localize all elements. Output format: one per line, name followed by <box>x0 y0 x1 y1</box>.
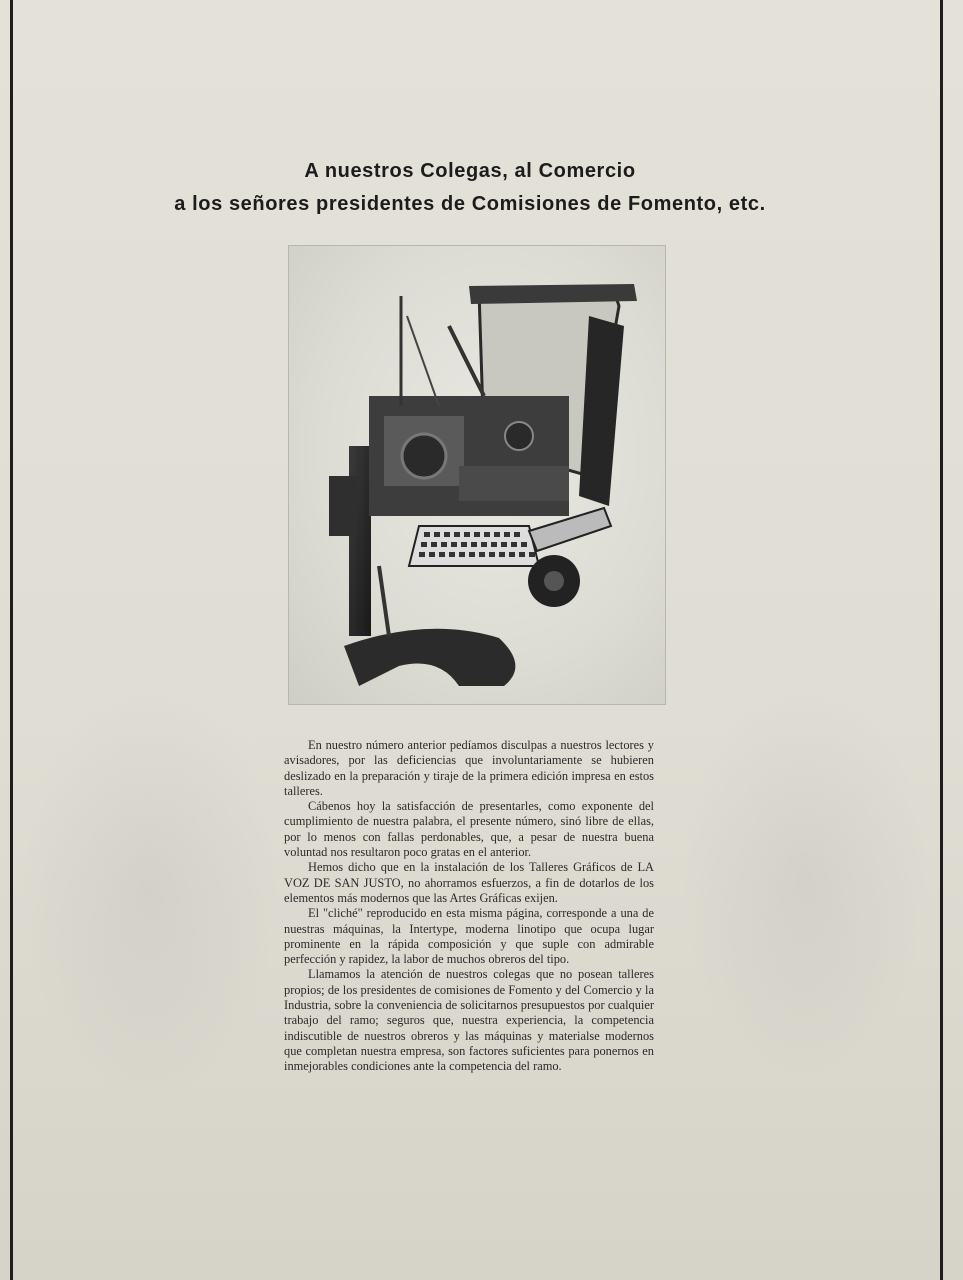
bleed-through-shadow-right <box>680 680 930 1080</box>
article-paragraph-4: El "cliché" reproducido en esta misma página, corresponde a una de nuestras máquinas, la Intertype, moderna linotipo que ocupa lugar prominente en la rápida composición y que suple con admirable perfección y rapidez, la labor de muchos obreros del tipo. <box>284 906 654 967</box>
article-paragraph-1: En nuestro número anterior pedíamos disculpas a nuestros lectores y avisadores, por las deficiencias que involuntariamente se hubieren deslizado en la preparación y tiraje de la primera edición impresa en estos talleres. <box>284 738 654 798</box>
intertype-machine-illustration <box>289 246 665 704</box>
article-paragraph-3: Hemos dicho que en la instalación de los Talleres Gráficos de LA VOZ DE SAN JUSTO, no ahorramos esfuerzos, a fin de dotarlos de los elementos más modernos que las Artes Gráficas exijen. <box>284 860 654 905</box>
bleed-through-shadow <box>20 680 280 1100</box>
article-paragraph-5: Llamamos la atención de nuestros colegas que no posean talleres propios; de los presidentes de comisiones de Fomento y del Comercio y la Industria, sobre la conveniencia de solicitarnos presupuestos por cualquier trabajo del ramo; seguros que, nuestra experiencia, la competencia indiscutible de nuestros obreros y las máquinas y materialse modernos que completan nuestra empresa, son factores suficientes para ponernos en inmejorables condiciones ante la competencia del ramo. <box>284 967 654 1074</box>
right-border-rule <box>940 0 943 1280</box>
page-title-line-1: A nuestros Colegas, al Comercio <box>304 160 636 182</box>
linotype-machine-photo <box>288 245 666 705</box>
left-border-rule <box>10 0 13 1280</box>
page-title-line-2: a los señores presidentes de Comisiones de Fomento, etc. <box>174 193 766 215</box>
article-paragraph-2: Cábenos hoy la satisfacción de presentarles, como exponente del cumplimiento de nuestra palabra, el presente número, sinó libre de ellas, por lo menos con fallas perdonables, que, a pesar de nuestra buena voluntad nos resultaron poco gratas en el anterior. <box>284 799 654 860</box>
article-body <box>284 738 654 1075</box>
